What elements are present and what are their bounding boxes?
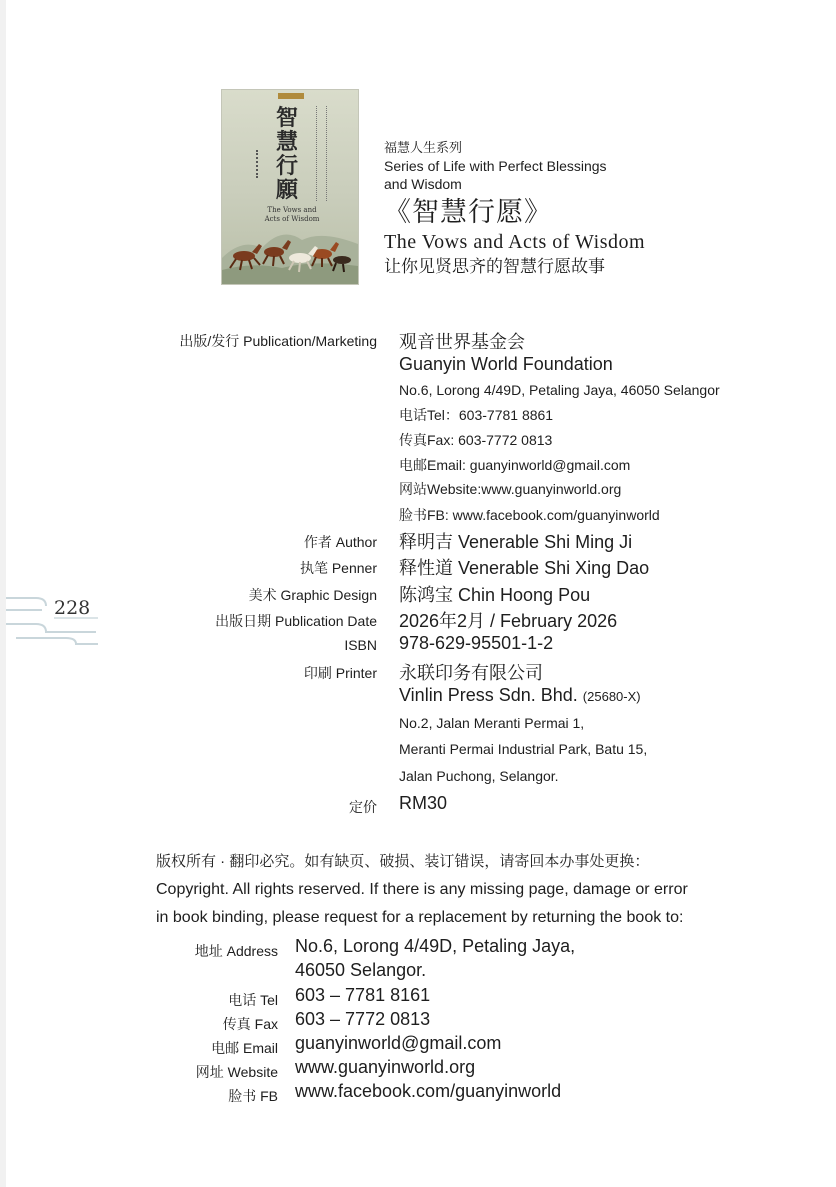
pubdate-row: [0, 607, 836, 633]
printer-addr3-row: [0, 768, 836, 794]
publisher-tel-row: [0, 405, 836, 431]
series-name-en-line1: Series of Life with Perfect Blessings: [384, 158, 607, 174]
cover-author-column: [256, 150, 266, 178]
author-row: [0, 528, 836, 554]
notice-cn: 版权所有 · 翻印必究。如有缺页、破损、装订错误，请寄回本办事处更换：: [156, 853, 650, 870]
pubdate-label: 出版日期 Publication Date: [215, 613, 377, 629]
printer-label: 印刷 Printer: [303, 665, 377, 681]
isbn-value: 978-629-95501-1-2: [399, 633, 554, 653]
book-title-en: The Vows and Acts of Wisdom: [384, 231, 646, 253]
design-label: 美术 Graphic Design: [248, 587, 377, 603]
cover-subtitle-column-2: [326, 106, 337, 201]
contact-address-row: [0, 936, 836, 960]
printer-name-cn: 永联印务有限公司: [399, 663, 543, 683]
design-row: [0, 581, 836, 607]
design-value: 陈鸿宝 Chin Hoong Pou: [399, 585, 591, 605]
cover-badge: [278, 93, 304, 99]
contact-fb-label: 脸书 FB: [228, 1088, 278, 1104]
publisher-website: 网站Website:www.guanyinworld.org: [399, 481, 622, 497]
series-name-en-line2: and Wisdom: [384, 176, 462, 192]
printer-row: [0, 659, 836, 685]
contact-website: www.guanyinworld.org: [295, 1057, 476, 1077]
contact-fax-row: [0, 1009, 836, 1033]
book-title-cn: 《智慧行愿》: [384, 197, 552, 227]
book-cover-image: [222, 90, 358, 284]
price-value: RM30: [399, 793, 448, 813]
series-name-cn: 福慧人生系列: [384, 140, 463, 155]
penner-row: [0, 554, 836, 580]
printer-name-en: Vinlin Press Sdn. Bhd.: [399, 685, 578, 705]
contact-address-line2: 46050 Selangor.: [295, 960, 427, 980]
author-label: 作者 Author: [303, 534, 377, 550]
contact-fb-row: [0, 1081, 836, 1105]
cover-title-en: The Vows and Acts of Wisdom: [264, 206, 320, 223]
contact-tel: 603 – 7781 8161: [295, 985, 431, 1005]
publisher-name-en: Guanyin World Foundation: [399, 354, 613, 374]
isbn-label: ISBN: [344, 637, 377, 653]
printer-addr3: Jalan Puchong, Selangor.: [399, 768, 559, 784]
publisher-email: 电邮Email: guanyinworld@gmail.com: [399, 457, 631, 473]
contact-fax-label: 传真 Fax: [222, 1016, 278, 1032]
notice-en-line1: Copyright. All rights reserved. If there is any missing page, damage or error: [156, 881, 688, 898]
publisher-fax-row: [0, 430, 836, 456]
cover-title-cn: 智慧行願: [275, 105, 298, 203]
contact-email-row: [0, 1033, 836, 1057]
notice-en-line2: in book binding, please request for a replacement by returning the book to:: [156, 909, 684, 926]
contact-address-line2-row: [0, 960, 836, 984]
publisher-label: 出版/发行 Publication/Marketing: [179, 333, 377, 349]
printer-name-en-row: [0, 685, 836, 711]
publisher-fax: 传真Fax: 603-7772 0813: [399, 432, 553, 448]
printer-addr1-row: [0, 715, 836, 741]
copyright-notice: [156, 848, 756, 932]
printer-addr1: No.2, Jalan Meranti Permai 1,: [399, 715, 585, 731]
contact-fb: www.facebook.com/guanyinworld: [295, 1081, 562, 1101]
author-value: 释明吉 Venerable Shi Ming Ji: [399, 532, 633, 552]
price-row: [0, 793, 836, 819]
publisher-tel: 电话Tel：603-7781 8861: [399, 407, 554, 423]
page-number: 228: [54, 597, 91, 619]
contact-email-label: 电邮 Email: [211, 1040, 278, 1056]
contact-address-line1: No.6, Lorong 4/49D, Petaling Jaya,: [295, 936, 576, 956]
publisher-name-en-row: [0, 354, 836, 380]
contact-tel-label: 电话 Tel: [228, 992, 278, 1008]
publisher-name-cn: 观音世界基金会: [399, 332, 525, 352]
publisher-email-row: [0, 455, 836, 481]
pubdate-value: 2026年2月 / February 2026: [399, 611, 618, 631]
contact-address-label: 地址 Address: [194, 943, 278, 959]
contact-email: guanyinworld@gmail.com: [295, 1033, 502, 1053]
contact-website-label: 网址 Website: [195, 1064, 278, 1080]
series-header: [384, 139, 645, 279]
printer-reg: (25680-X): [582, 689, 641, 704]
publisher-address: No.6, Lorong 4/49D, Petaling Jaya, 46050 Selangor: [399, 382, 720, 398]
contact-fax: 603 – 7772 0813: [295, 1009, 431, 1029]
contact-tel-row: [0, 985, 836, 1009]
horses-illustration: [222, 218, 358, 284]
penner-label: 执笔 Penner: [299, 560, 377, 576]
book-subtitle-cn: 让你见贤思齐的智慧行愿故事: [384, 257, 605, 276]
isbn-row: [0, 633, 836, 659]
price-label: 定价: [349, 799, 377, 815]
contact-website-row: [0, 1057, 836, 1081]
publisher-website-row: [0, 479, 836, 505]
publisher-row: [0, 328, 836, 354]
penner-value: 释性道 Venerable Shi Xing Dao: [399, 558, 650, 578]
publisher-fb: 脸书FB: www.facebook.com/guanyinworld: [399, 507, 660, 523]
printer-addr2-row: [0, 741, 836, 767]
printer-addr2: Meranti Permai Industrial Park, Batu 15,: [399, 741, 648, 757]
